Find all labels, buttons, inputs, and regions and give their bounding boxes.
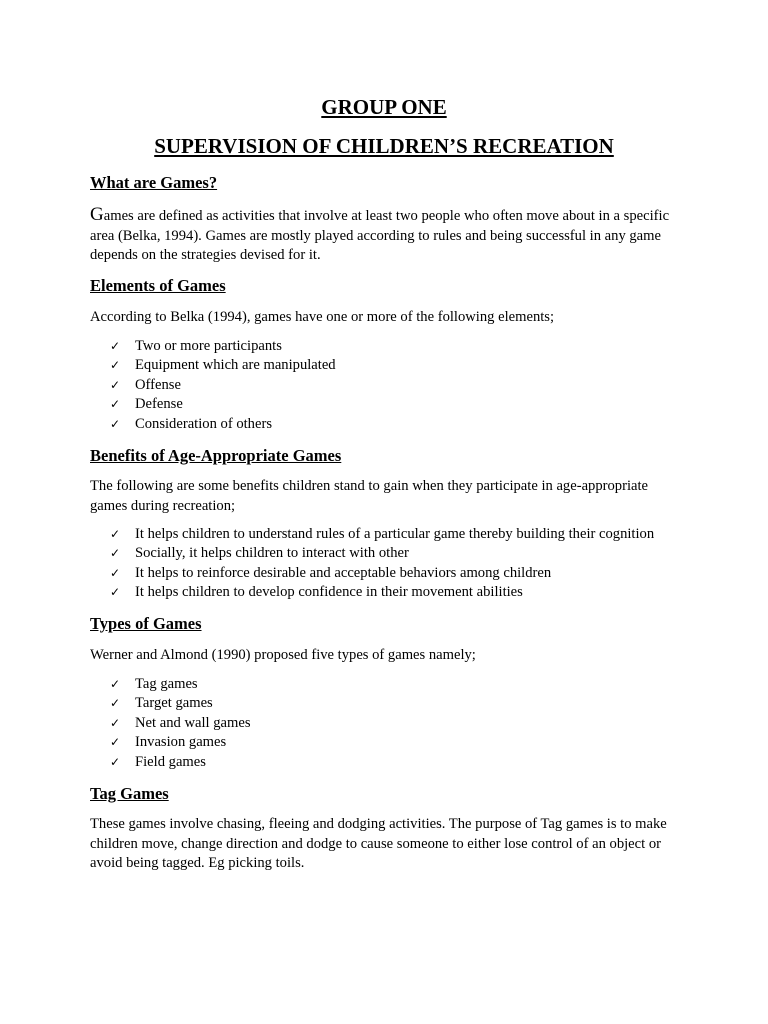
elements-checklist xyxy=(90,337,336,434)
heading-tag-games: Tag Games xyxy=(90,784,169,803)
list-item: ✓ Net and wall games xyxy=(90,714,251,733)
list-item: ✓ Consideration of others xyxy=(90,415,336,434)
list-item: ✓ It helps to reinforce desirable and acceptable behaviors among children xyxy=(90,564,654,583)
checkmark-icon: ✓ xyxy=(110,754,121,769)
list-item: ✓ Field games xyxy=(90,753,251,772)
paragraph-benefits-intro: The following are some benefits children stand to gain when they participate in age-appropriate games during recreation; xyxy=(90,478,649,514)
heading-elements-of-games: Elements of Games xyxy=(90,276,226,295)
list-item: ✓ Equipment which are manipulated xyxy=(90,356,336,375)
checkmark-icon: ✓ xyxy=(110,565,121,580)
checkmark-icon: ✓ xyxy=(110,735,121,750)
list-item: ✓ Two or more participants xyxy=(90,337,336,356)
checkmark-icon: ✓ xyxy=(110,416,121,431)
heading-types-of-games: Types of Games xyxy=(90,614,202,633)
checkmark-icon: ✓ xyxy=(110,585,121,600)
checkmark-icon: ✓ xyxy=(110,696,121,711)
list-item: ✓ Target games xyxy=(90,694,251,713)
list-item: ✓ Socially, it helps children to interact with other xyxy=(90,544,654,563)
checkmark-icon: ✓ xyxy=(110,358,121,373)
paragraph-what-are-games-text: ames are defined as activities that involve at least two people who often move about in a specific area (Belka, 1994). Games are mostly played according to rules and being successful in any game depends on the strategies devised for it. xyxy=(90,208,670,263)
paragraph-tag-games: These games involve chasing, fleeing and dodging activities. The purpose of Tag games is to make children move, change direction and dodge to cause someone to either lose control of an object or avoid being tagged. Eg picking toils. xyxy=(90,816,667,871)
paragraph-elements-intro: According to Belka (1994), games have one or more of the following elements; xyxy=(90,309,555,325)
checkmark-icon: ✓ xyxy=(110,339,121,353)
list-item: ✓ Invasion games xyxy=(90,733,251,752)
checkmark-icon: ✓ xyxy=(110,546,121,561)
heading-what-are-games: What are Games? xyxy=(90,173,218,192)
benefits-checklist xyxy=(90,525,654,603)
heading-benefits: Benefits of Age-Appropriate Games xyxy=(90,446,342,465)
types-checklist xyxy=(90,675,251,772)
checkmark-icon: ✓ xyxy=(110,715,121,730)
list-item: ✓ Tag games xyxy=(90,675,251,694)
paragraph-what-are-games xyxy=(90,205,680,266)
paragraph-types-intro: Werner and Almond (1990) proposed five types of games namely; xyxy=(90,647,476,663)
list-item: ✓ Offense xyxy=(90,376,336,395)
list-item: ✓ Defense xyxy=(90,395,336,414)
list-item: ✓ It helps children to understand rules of a particular game thereby building their cognition xyxy=(90,525,654,544)
checkmark-icon: ✓ xyxy=(110,527,121,541)
dropcap-letter: G xyxy=(90,204,104,225)
checkmark-icon: ✓ xyxy=(110,377,121,392)
group-title: GROUP ONE xyxy=(321,95,447,119)
checkmark-icon: ✓ xyxy=(110,677,121,691)
checkmark-icon: ✓ xyxy=(110,397,121,412)
main-title: SUPERVISION OF CHILDREN’S RECREATION xyxy=(154,134,614,158)
list-item: ✓ It helps children to develop confidence in their movement abilities xyxy=(90,583,654,602)
